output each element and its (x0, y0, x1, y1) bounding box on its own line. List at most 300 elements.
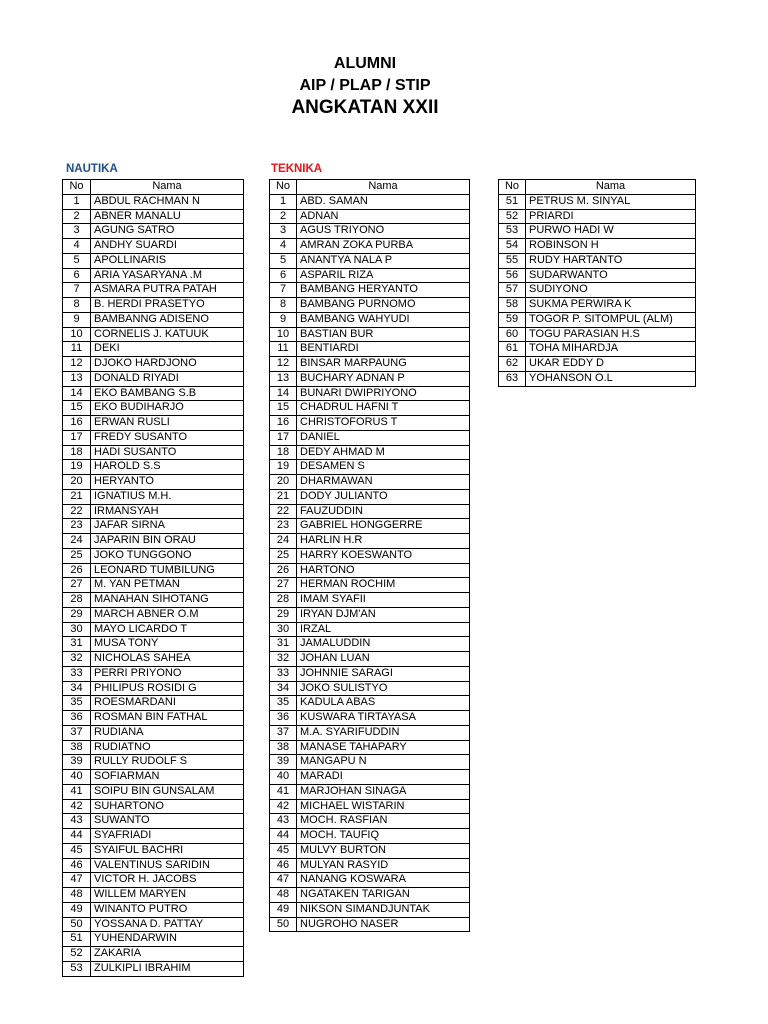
row-number: 18 (63, 445, 91, 460)
section-label-nautika: NAUTIKA (66, 163, 118, 175)
row-number: 38 (63, 740, 91, 755)
table-row (270, 740, 470, 755)
alumni-name: M. YAN PETMAN (91, 578, 244, 593)
alumni-name: MUSA TONY (91, 637, 244, 652)
alumni-name: RUDIATNO (91, 740, 244, 755)
row-number: 42 (63, 799, 91, 814)
alumni-name: SOFIARMAN (91, 770, 244, 785)
row-number: 40 (270, 770, 297, 785)
table-row (270, 386, 470, 401)
alumni-name: ROBINSON H (526, 239, 696, 254)
table-row (270, 209, 470, 224)
row-number: 19 (63, 460, 91, 475)
table-row (270, 622, 470, 637)
alumni-name: RULLY RUDOLF S (91, 755, 244, 770)
row-number: 26 (63, 563, 91, 578)
row-number: 36 (270, 711, 297, 726)
table-row (63, 504, 244, 519)
table-row (499, 342, 696, 357)
alumni-name: ZULKIPLI IBRAHIM (91, 961, 244, 976)
alumni-name: CORNELIS J. KATUUK (91, 327, 244, 342)
alumni-name: WILLEM MARYEN (91, 888, 244, 903)
alumni-name: PERRI PRIYONO (91, 666, 244, 681)
table-row (63, 416, 244, 431)
table-row (63, 194, 244, 209)
table-row (270, 253, 470, 268)
title-alumni: ALUMNI (333, 55, 397, 72)
alumni-name: HARLIN H.R (297, 534, 470, 549)
alumni-name: DJOKO HARDJONO (91, 357, 244, 372)
alumni-name: CHADRUL HAFNI T (297, 401, 470, 416)
table-row (270, 327, 470, 342)
alumni-name: JOHNNIE SARAGI (297, 666, 470, 681)
alumni-name: NGATAKEN TARIGAN (297, 888, 470, 903)
row-number: 48 (63, 888, 91, 903)
table-header-row (499, 180, 696, 195)
row-number: 8 (270, 298, 297, 313)
table-row (499, 209, 696, 224)
row-number: 59 (499, 312, 526, 327)
alumni-name: ABNER MANALU (91, 209, 244, 224)
row-number: 15 (63, 401, 91, 416)
alumni-name: MARADI (297, 770, 470, 785)
table-row (270, 593, 470, 608)
alumni-name: BAMBANNG ADISENO (91, 312, 244, 327)
table-row (270, 799, 470, 814)
row-number: 50 (63, 917, 91, 932)
table-row (63, 858, 244, 873)
row-number: 25 (63, 548, 91, 563)
table-row (63, 681, 244, 696)
alumni-name: DESAMEN S (297, 460, 470, 475)
table-row (270, 548, 470, 563)
row-number: 46 (270, 858, 297, 873)
alumni-name: JOHAN LUAN (297, 652, 470, 667)
row-number: 8 (63, 298, 91, 313)
table-row (63, 475, 244, 490)
alumni-name: ROESMARDANI (91, 696, 244, 711)
alumni-name: DEDY AHMAD M (297, 445, 470, 460)
table-row (63, 401, 244, 416)
alumni-name: GABRIEL HONGGERRE (297, 519, 470, 534)
row-number: 21 (270, 489, 297, 504)
column-header-nama: Nama (297, 180, 470, 195)
alumni-name: MANGAPU N (297, 755, 470, 770)
table-row (270, 696, 470, 711)
table-row (63, 386, 244, 401)
row-number: 41 (270, 784, 297, 799)
alumni-name: MOCH. TAUFIQ (297, 829, 470, 844)
alumni-name: SYAFRIADI (91, 829, 244, 844)
row-number: 47 (270, 873, 297, 888)
alumni-name: TOGU PARASIAN H.S (526, 327, 696, 342)
table-row (270, 666, 470, 681)
row-number: 4 (270, 239, 297, 254)
table-row (63, 784, 244, 799)
alumni-name: FAUZUDDIN (297, 504, 470, 519)
row-number: 61 (499, 342, 526, 357)
table-row (63, 740, 244, 755)
row-number: 14 (63, 386, 91, 401)
alumni-name: IGNATIUS M.H. (91, 489, 244, 504)
row-number: 45 (63, 843, 91, 858)
teknika-table (269, 179, 470, 932)
alumni-name: NICHOLAS SAHEA (91, 652, 244, 667)
table-row (270, 814, 470, 829)
table-row (270, 563, 470, 578)
row-number: 10 (63, 327, 91, 342)
alumni-name: MICHAEL WISTARIN (297, 799, 470, 814)
alumni-name: HERYANTO (91, 475, 244, 490)
table-row (270, 873, 470, 888)
row-number: 36 (63, 711, 91, 726)
table-row (270, 755, 470, 770)
table-row (270, 681, 470, 696)
alumni-name: TOGOR P. SITOMPUL (ALM) (526, 312, 696, 327)
table-row (270, 460, 470, 475)
alumni-name: UKAR EDDY D (526, 357, 696, 372)
alumni-name: MOCH. RASFIAN (297, 814, 470, 829)
table-row (270, 357, 470, 372)
row-number: 4 (63, 239, 91, 254)
row-number: 11 (270, 342, 297, 357)
row-number: 27 (270, 578, 297, 593)
table-row (63, 283, 244, 298)
table-row (270, 445, 470, 460)
row-number: 41 (63, 784, 91, 799)
row-number: 23 (63, 519, 91, 534)
row-number: 30 (270, 622, 297, 637)
table-row (63, 253, 244, 268)
row-number: 7 (270, 283, 297, 298)
table-row (63, 637, 244, 652)
row-number: 11 (63, 342, 91, 357)
table-row (270, 519, 470, 534)
table-row (63, 224, 244, 239)
alumni-name: BINSAR MARPAUNG (297, 357, 470, 372)
table-row (499, 194, 696, 209)
table-row (270, 239, 470, 254)
row-number: 2 (63, 209, 91, 224)
table-row (499, 283, 696, 298)
table-row (63, 607, 244, 622)
alumni-name: MANASE TAHAPARY (297, 740, 470, 755)
table-row (63, 327, 244, 342)
table-row (63, 961, 244, 976)
row-number: 42 (270, 799, 297, 814)
table-row (270, 534, 470, 549)
row-number: 15 (270, 401, 297, 416)
row-number: 55 (499, 253, 526, 268)
alumni-name: ANDHY SUARDI (91, 239, 244, 254)
alumni-name: AGUNG SATRO (91, 224, 244, 239)
row-number: 49 (63, 902, 91, 917)
alumni-name: TOHA MIHARDJA (526, 342, 696, 357)
table-row (270, 784, 470, 799)
row-number: 31 (63, 637, 91, 652)
table-row (63, 445, 244, 460)
row-number: 35 (270, 696, 297, 711)
table-row (63, 725, 244, 740)
row-number: 54 (499, 239, 526, 254)
row-number: 19 (270, 460, 297, 475)
row-number: 32 (63, 652, 91, 667)
row-number: 33 (270, 666, 297, 681)
alumni-name: CHRISTOFORUS T (297, 416, 470, 431)
table-row (63, 489, 244, 504)
alumni-name: SUHARTONO (91, 799, 244, 814)
alumni-name: ABDUL RACHMAN N (91, 194, 244, 209)
table-row (270, 312, 470, 327)
alumni-name: IRZAL (297, 622, 470, 637)
table-row (63, 342, 244, 357)
row-number: 53 (63, 961, 91, 976)
table-row (63, 209, 244, 224)
alumni-name: IRYAN DJM'AN (297, 607, 470, 622)
table-row (499, 268, 696, 283)
alumni-name: B. HERDI PRASETYO (91, 298, 244, 313)
table-row (270, 416, 470, 431)
row-number: 21 (63, 489, 91, 504)
alumni-name: MULVY BURTON (297, 843, 470, 858)
alumni-name: SYAIFUL BACHRI (91, 843, 244, 858)
row-number: 24 (63, 534, 91, 549)
row-number: 49 (270, 902, 297, 917)
row-number: 60 (499, 327, 526, 342)
table-row (63, 902, 244, 917)
table-row (499, 371, 696, 386)
alumni-name: BASTIAN BUR (297, 327, 470, 342)
row-number: 9 (63, 312, 91, 327)
row-number: 62 (499, 357, 526, 372)
row-number: 13 (270, 371, 297, 386)
table-row (499, 298, 696, 313)
title-institutions: AIP / PLAP / STIP (299, 77, 431, 94)
alumni-name: VALENTINUS SARIDIN (91, 858, 244, 873)
table-row (270, 725, 470, 740)
row-number: 47 (63, 873, 91, 888)
alumni-name: BUNARI DWIPRIYONO (297, 386, 470, 401)
row-number: 29 (63, 607, 91, 622)
alumni-name: MULYAN RASYID (297, 858, 470, 873)
alumni-name: LEONARD TUMBILUNG (91, 563, 244, 578)
row-number: 9 (270, 312, 297, 327)
row-number: 6 (63, 268, 91, 283)
row-number: 33 (63, 666, 91, 681)
alumni-name: HERMAN ROCHIM (297, 578, 470, 593)
row-number: 12 (270, 357, 297, 372)
alumni-name: AMRAN ZOKA PURBA (297, 239, 470, 254)
table-row (270, 888, 470, 903)
row-number: 16 (63, 416, 91, 431)
table-row (270, 711, 470, 726)
table-row (63, 460, 244, 475)
section-label-teknika: TEKNIKA (271, 163, 323, 175)
table-row (499, 224, 696, 239)
alumni-name: DEKI (91, 342, 244, 357)
alumni-name: SOIPU BIN GUNSALAM (91, 784, 244, 799)
table-header-row (270, 180, 470, 195)
row-number: 52 (63, 947, 91, 962)
row-number: 17 (63, 430, 91, 445)
alumni-name: DODY JULIANTO (297, 489, 470, 504)
table-row (63, 519, 244, 534)
alumni-name: HARRY KOESWANTO (297, 548, 470, 563)
row-number: 22 (63, 504, 91, 519)
row-number: 3 (270, 224, 297, 239)
alumni-name: SUKMA PERWIRA K (526, 298, 696, 313)
row-number: 6 (270, 268, 297, 283)
table-row (63, 873, 244, 888)
alumni-name: NIKSON SIMANDJUNTAK (297, 902, 470, 917)
row-number: 34 (270, 681, 297, 696)
alumni-name: SUWANTO (91, 814, 244, 829)
row-number: 48 (270, 888, 297, 903)
table-row (63, 829, 244, 844)
row-number: 1 (270, 194, 297, 209)
alumni-name: BAMBANG WAHYUDI (297, 312, 470, 327)
table-row (270, 430, 470, 445)
alumni-name: EKO BAMBANG S.B (91, 386, 244, 401)
table-row (499, 312, 696, 327)
alumni-name: ZAKARIA (91, 947, 244, 962)
alumni-name: IMAM SYAFII (297, 593, 470, 608)
table-row (63, 947, 244, 962)
row-number: 51 (63, 932, 91, 947)
row-number: 1 (63, 194, 91, 209)
table-row (270, 342, 470, 357)
alumni-name: MANAHAN SIHOTANG (91, 593, 244, 608)
column-header-no: No (499, 180, 526, 195)
table-row (63, 563, 244, 578)
alumni-name: PURWO HADI W (526, 224, 696, 239)
column-header-nama: Nama (526, 180, 696, 195)
alumni-name: WINANTO PUTRO (91, 902, 244, 917)
alumni-name: JOKO SULISTYO (297, 681, 470, 696)
alumni-name: JAFAR SIRNA (91, 519, 244, 534)
alumni-name: VICTOR H. JACOBS (91, 873, 244, 888)
alumni-name: BUCHARY ADNAN P (297, 371, 470, 386)
alumni-name: RUDIANA (91, 725, 244, 740)
row-number: 45 (270, 843, 297, 858)
alumni-name: ROSMAN BIN FATHAL (91, 711, 244, 726)
row-number: 35 (63, 696, 91, 711)
alumni-name: IRMANSYAH (91, 504, 244, 519)
row-number: 22 (270, 504, 297, 519)
table-row (63, 298, 244, 313)
alumni-name: ARIA YASARYANA .M (91, 268, 244, 283)
row-number: 25 (270, 548, 297, 563)
table-row (270, 489, 470, 504)
table-row (270, 504, 470, 519)
alumni-name: BAMBANG PURNOMO (297, 298, 470, 313)
table-row (270, 902, 470, 917)
row-number: 34 (63, 681, 91, 696)
row-number: 7 (63, 283, 91, 298)
table-row (63, 622, 244, 637)
table-row (63, 711, 244, 726)
table-row (63, 534, 244, 549)
row-number: 38 (270, 740, 297, 755)
row-number: 28 (63, 593, 91, 608)
table-row (270, 843, 470, 858)
alumni-name: M.A. SYARIFUDDIN (297, 725, 470, 740)
row-number: 18 (270, 445, 297, 460)
alumni-name: MAYO LICARDO T (91, 622, 244, 637)
alumni-name: APOLLINARIS (91, 253, 244, 268)
row-number: 43 (270, 814, 297, 829)
table-row (270, 268, 470, 283)
row-number: 63 (499, 371, 526, 386)
row-number: 37 (270, 725, 297, 740)
row-number: 39 (270, 755, 297, 770)
table-row (270, 652, 470, 667)
table-row (63, 548, 244, 563)
alumni-name: SUDARWANTO (526, 268, 696, 283)
alumni-name: NUGROHO NASER (297, 917, 470, 932)
table-row (270, 770, 470, 785)
row-number: 20 (63, 475, 91, 490)
alumni-name: DONALD RIYADI (91, 371, 244, 386)
row-number: 53 (499, 224, 526, 239)
table-row (63, 578, 244, 593)
table-row (63, 312, 244, 327)
table-row (63, 593, 244, 608)
alumni-name: ANANTYA NALA P (297, 253, 470, 268)
table-row (270, 829, 470, 844)
alumni-name: NANANG KOSWARA (297, 873, 470, 888)
row-number: 14 (270, 386, 297, 401)
row-number: 26 (270, 563, 297, 578)
table-row (270, 475, 470, 490)
table-row (270, 298, 470, 313)
row-number: 24 (270, 534, 297, 549)
alumni-name: FREDY SUSANTO (91, 430, 244, 445)
title-angkatan: ANGKATAN XXII (291, 97, 439, 118)
table-row (270, 917, 470, 932)
row-number: 40 (63, 770, 91, 785)
row-number: 5 (63, 253, 91, 268)
row-number: 12 (63, 357, 91, 372)
alumni-name: HADI SUSANTO (91, 445, 244, 460)
row-number: 56 (499, 268, 526, 283)
alumni-name: EKO BUDIHARJO (91, 401, 244, 416)
alumni-name: ERWAN RUSLI (91, 416, 244, 431)
row-number: 52 (499, 209, 526, 224)
table-row (63, 843, 244, 858)
table-row (270, 578, 470, 593)
table-row (270, 283, 470, 298)
alumni-name: JAMALUDDIN (297, 637, 470, 652)
table-row (270, 607, 470, 622)
table-row (499, 327, 696, 342)
row-number: 13 (63, 371, 91, 386)
table-row (63, 652, 244, 667)
row-number: 2 (270, 209, 297, 224)
alumni-name: ADNAN (297, 209, 470, 224)
table-row (63, 932, 244, 947)
table-row (63, 268, 244, 283)
alumni-name: BAMBANG HERYANTO (297, 283, 470, 298)
alumni-name: RUDY HARTANTO (526, 253, 696, 268)
table-row (63, 430, 244, 445)
row-number: 44 (63, 829, 91, 844)
table-row (63, 799, 244, 814)
alumni-name: KUSWARA TIRTAYASA (297, 711, 470, 726)
row-number: 51 (499, 194, 526, 209)
table-row (270, 371, 470, 386)
alumni-name: ABD. SAMAN (297, 194, 470, 209)
